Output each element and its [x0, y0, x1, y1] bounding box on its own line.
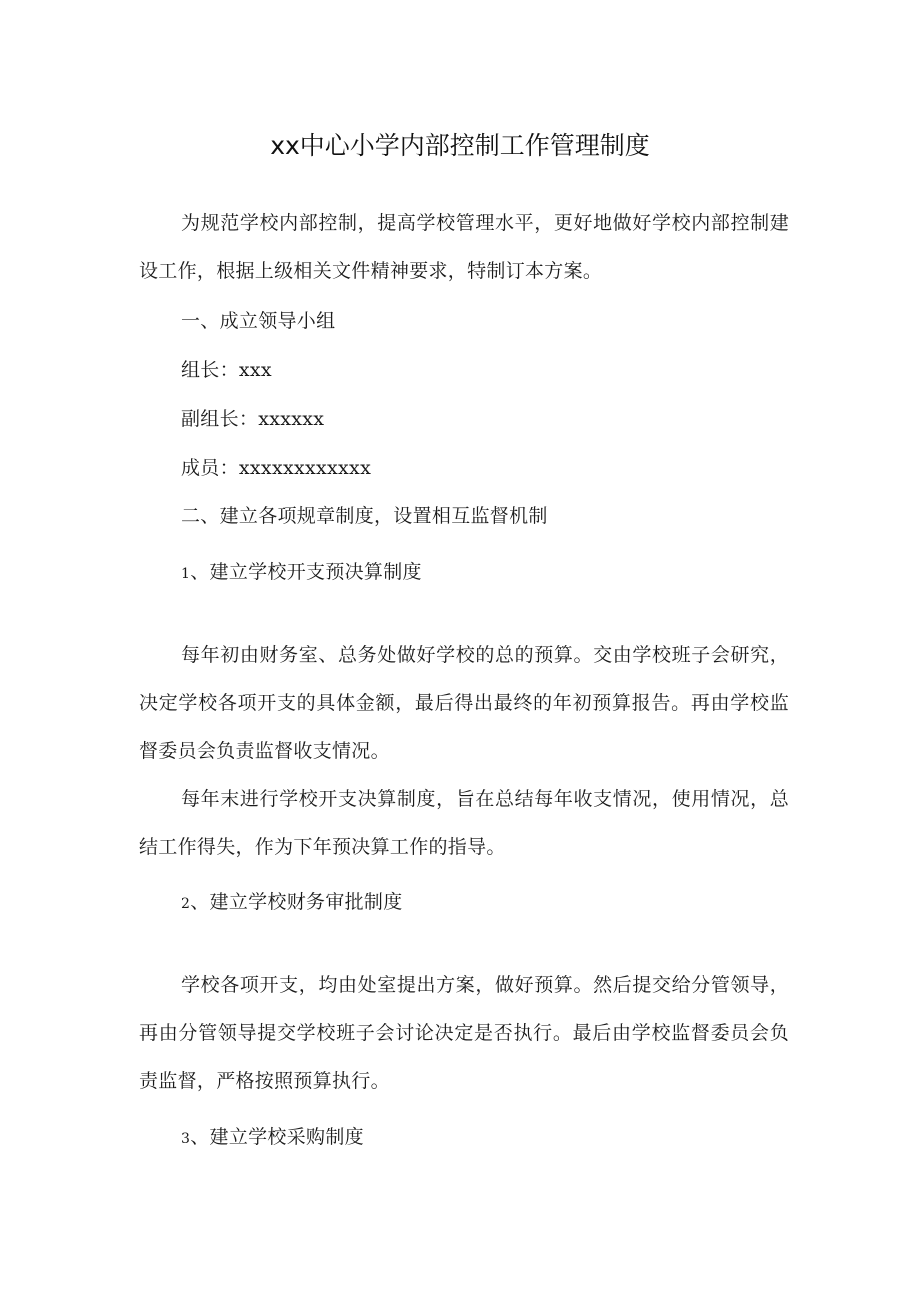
- document-title: xx中心小学内部控制工作管理制度: [270, 131, 650, 160]
- item2-heading-text: 、建立学校财务审批制度: [190, 891, 403, 913]
- section1-heading: 一、成立领导小组: [181, 310, 336, 332]
- item2-number: 2: [181, 896, 191, 912]
- item3-number: 3: [181, 1131, 191, 1147]
- item1-heading: [181, 557, 422, 589]
- item2-paragraph-1: 学校各项开支，均由处室提出方案，做好预算。然后提交给分管领导，再由分管领导提交学校班子会讨论决定是否执行。最后由学校监督委员会负责监督，严格按照预算执行。: [139, 974, 789, 1092]
- item1-heading-text: 、建立学校开支预决算制度: [190, 561, 422, 583]
- item2-heading: [181, 887, 403, 919]
- intro-paragraph: 为规范学校内部控制，提高学校管理水平，更好地做好学校内部控制建设工作，根据上级相关文件精神要求，特制订本方案。: [139, 212, 789, 282]
- leader-line: 组长：xxx: [181, 359, 272, 381]
- item1-paragraph-2: 每年末进行学校开支决算制度，旨在总结每年收支情况，使用情况，总结工作得失，作为下年预决算工作的指导。: [139, 788, 789, 858]
- members-line: 成员：xxxxxxxxxxxx: [181, 457, 372, 479]
- item3-heading-text: 、建立学校采购制度: [190, 1126, 364, 1148]
- section2-heading: 二、建立各项规章制度，设置相互监督机制: [181, 505, 548, 527]
- item3-heading: [181, 1122, 364, 1154]
- item1-paragraph-1: 每年初由财务室、总务处做好学校的总的预算。交由学校班子会研究，决定学校各项开支的具体金额，最后得出最终的年初预算报告。再由学校监督委员会负责监督收支情况。: [139, 644, 789, 762]
- item1-number: 1: [181, 566, 191, 582]
- deputy-leader-line: 副组长：xxxxxx: [181, 408, 325, 430]
